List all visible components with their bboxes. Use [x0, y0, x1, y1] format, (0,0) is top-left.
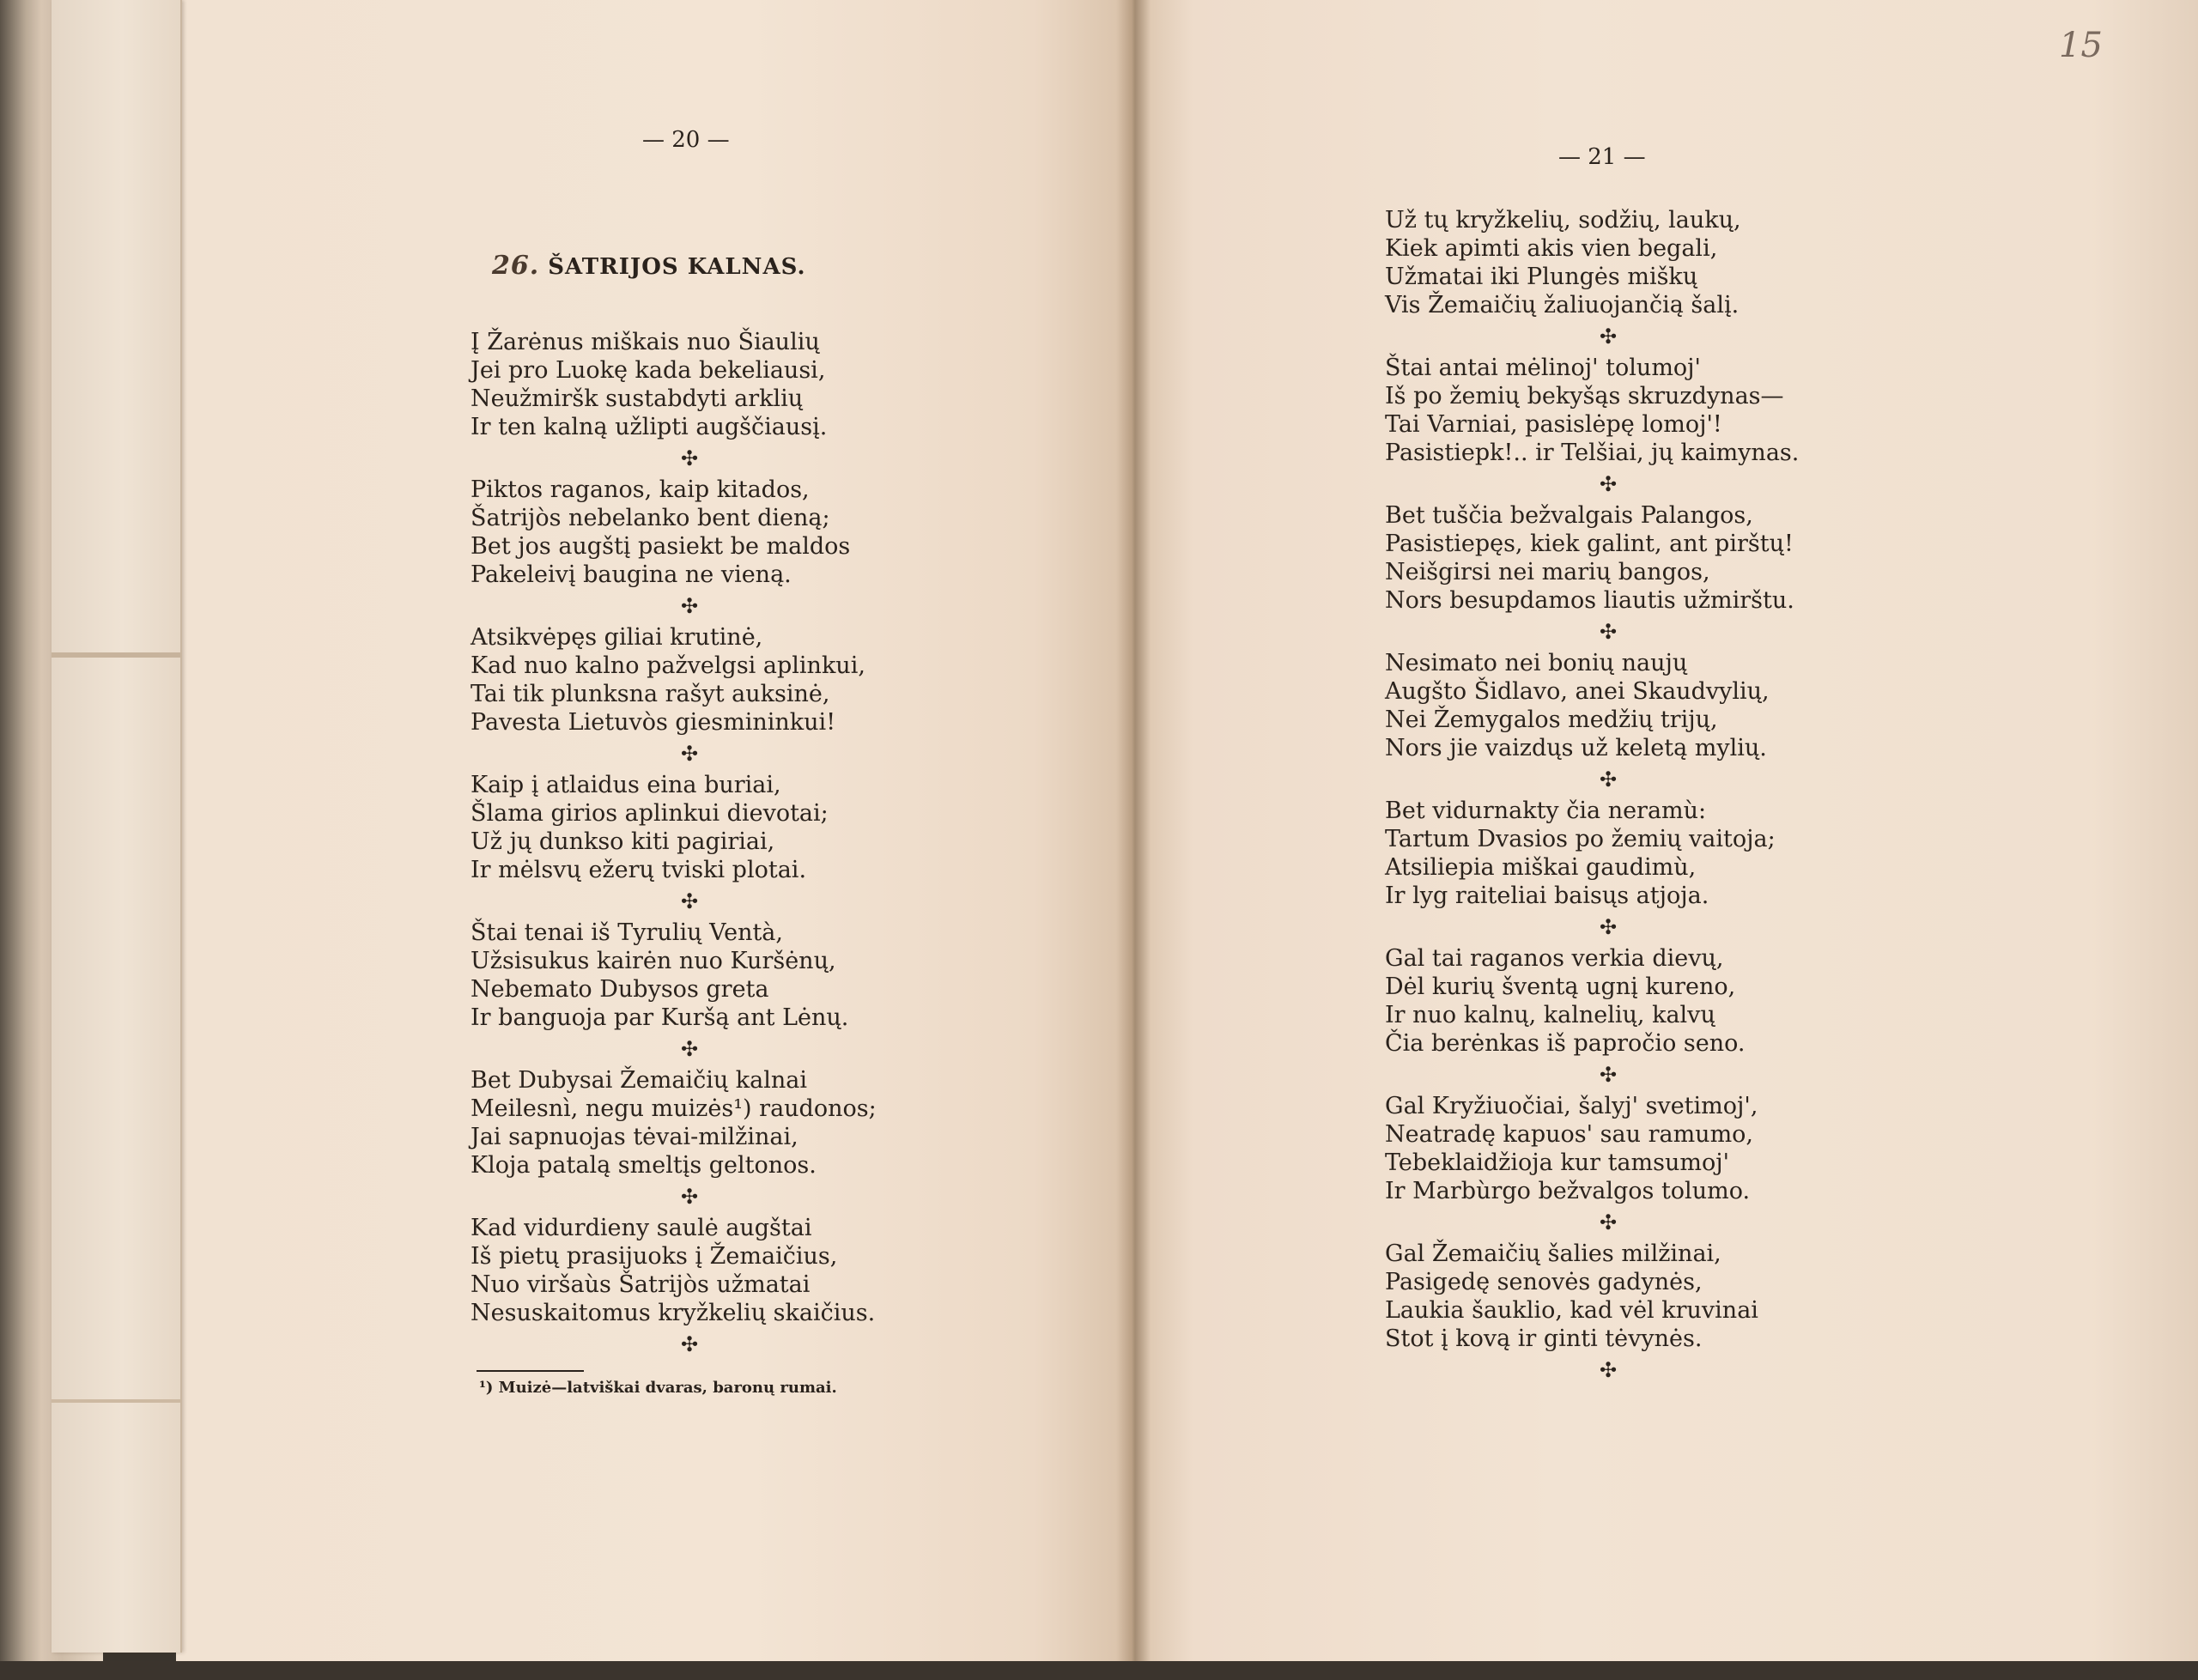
verse-line: Meilesnì, negu muizės¹) raudonos;: [471, 1095, 877, 1122]
poem-title: [492, 251, 806, 281]
verse-line: Vis Žemaičių žaliuojančią šalį.: [1385, 292, 1740, 318]
verse-line: Pasigedę senovės gadynės,: [1385, 1269, 1703, 1295]
verse-line: Gal tai raganos verkia dievų,: [1385, 945, 1724, 972]
verse-line: Gal Kryžiuočiai, šalyj' svetimoj',: [1385, 1093, 1758, 1119]
verse-line: Pasistiepęs, kiek galint, ant pirštų!: [1385, 531, 1794, 557]
stanza: [471, 328, 908, 441]
poem-title-text: ŠATRIJOS KALNAS.: [548, 254, 806, 280]
verse-line: Ir nuo kalnų, kalnelių, kalvų: [1385, 1002, 1715, 1028]
verse-line: Į Žarėnus miškais nuo Šiaulių: [471, 329, 820, 355]
verse-line: Užmatai iki Plungės miškų: [1385, 264, 1698, 290]
stanza: [471, 476, 908, 589]
verse-line: Bet tuščia bežvalgais Palangos,: [1385, 502, 1753, 529]
verse-line: Jai sapnuojas tėvai-milžinai,: [471, 1124, 798, 1150]
strip-edge-divider: [52, 1399, 180, 1403]
stanza-separator: ✣: [1599, 472, 1618, 496]
handwritten-page-mark: 15: [2059, 26, 2103, 65]
footnote-rule: [477, 1370, 584, 1372]
verse-line: Neišgirsi nei marių bangos,: [1385, 559, 1710, 585]
poem-number: 26.: [492, 251, 540, 281]
stanza-separator: ✣: [680, 742, 699, 766]
left-poem-body: [471, 328, 908, 1362]
verse-line: Piktos raganos, kaip kitados,: [471, 476, 810, 503]
verse-line: Kloja patalą smeltįs geltonos.: [471, 1152, 817, 1179]
verse-line: Neatradę kapuos' sau ramumo,: [1385, 1121, 1754, 1148]
stanza: [1385, 649, 1831, 762]
stanza-separator: ✣: [1599, 1210, 1618, 1234]
verse-line: Šlama girios aplinkui dievotai;: [471, 800, 829, 827]
page-number-left: — 20 —: [642, 127, 730, 153]
verse-line: Už jų dunkso kiti pagiriai,: [471, 828, 775, 855]
verse-line: Bet vidurnakty čia neramù:: [1385, 798, 1707, 824]
stanza-separator: ✣: [1599, 915, 1618, 939]
verse-line: Atsikvėpęs giliai krutinė,: [471, 624, 763, 651]
stanza: [1385, 206, 1831, 319]
stanza: [1385, 354, 1831, 467]
verse-line: Nors jie vaizdųs už keletą mylių.: [1385, 735, 1767, 761]
verse-line: Bet Dubysai Žemaičių kalnai: [471, 1067, 808, 1094]
stanza: [1385, 944, 1831, 1058]
verse-line: Ir ten kalną užlipti augščiausį.: [471, 414, 828, 440]
verse-line: Užsisukus kairėn nuo Kuršėnų,: [471, 948, 836, 974]
verse-line: Ir banguoja par Kuršą ant Lėnų.: [471, 1004, 849, 1031]
verse-line: Nesuskaitomus kryžkelių skaičius.: [471, 1300, 876, 1326]
bottom-edge: [0, 1661, 2198, 1680]
verse-line: Stot į kovą ir ginti tėvynės.: [1385, 1325, 1703, 1352]
stanza-separator: ✣: [680, 1185, 699, 1209]
verse-line: Tebeklaidžioja kur tamsumoj': [1385, 1149, 1730, 1176]
verse-line: Nebemato Dubysos greta: [471, 976, 769, 1003]
verse-line: Augšto Šidlavo, anei Skaudvylių,: [1385, 678, 1770, 705]
verse-line: Ir Marbùrgo bežvalgos tolumo.: [1385, 1178, 1751, 1204]
verse-line: Nei Žemygalos medžių trijų,: [1385, 707, 1718, 733]
verse-line: Neužmiršk sustabdyti arklių: [471, 385, 804, 412]
verse-line: Ir mėlsvų ežerų tviski plotai.: [471, 857, 807, 883]
verse-line: Štai antai mėlinoj' tolumoj': [1385, 355, 1701, 381]
stanza-separator: ✣: [1599, 620, 1618, 644]
stanza-separator: ✣: [680, 1332, 699, 1356]
verse-line: Už tų kryžkelių, sodžių, laukų,: [1385, 207, 1741, 234]
stanza: [1385, 501, 1831, 615]
strip-edge-divider: [52, 652, 180, 658]
book-gutter: [1116, 0, 1151, 1680]
verse-line: Atsiliepia miškai gaudimù,: [1385, 854, 1697, 881]
verse-line: Čia berėnkas iš papročio seno.: [1385, 1030, 1746, 1057]
stanza-separator: ✣: [1599, 1358, 1618, 1382]
verse-line: Tai tik plunksna rašyt auksinė,: [471, 681, 830, 707]
verse-line: Gal Žemaičių šalies milžinai,: [1385, 1240, 1721, 1267]
verse-line: Laukia šauklio, kad vėl kruvinai: [1385, 1297, 1758, 1324]
right-poem-body: [1385, 206, 1831, 1387]
verse-line: Ir lyg raiteliai baisųs atjoja.: [1385, 882, 1709, 909]
verse-line: Jei pro Luokę kada bekeliausi,: [471, 357, 826, 384]
verse-line: Bet jos augštį pasiekt be maldos: [471, 533, 851, 560]
inserted-paper-strip: [52, 0, 182, 1653]
stanza-separator: ✣: [1599, 324, 1618, 349]
stanza: [1385, 797, 1831, 910]
stanza: [471, 1214, 908, 1327]
verse-line: Pavesta Lietuvòs giesmininkui!: [471, 709, 836, 736]
verse-line: Dėl kurių šventą ugnį kureno,: [1385, 973, 1736, 1000]
verse-line: Kad nuo kalno pažvelgsi aplinkui,: [471, 652, 865, 679]
stanza: [471, 623, 908, 737]
verse-line: Iš po žemių bekyšąs skruzdynas—: [1385, 383, 1784, 409]
stanza-separator: ✣: [680, 594, 699, 618]
verse-line: Pakeleivį baugina ne vieną.: [471, 561, 792, 588]
stanza: [1385, 1240, 1831, 1353]
verse-line: Tartum Dvasios po žemių vaitoja;: [1385, 826, 1776, 852]
stanza: [471, 1066, 908, 1180]
verse-line: Pasistiepk!.. ir Telšiai, jų kaimynas.: [1385, 440, 1800, 466]
stanza-separator: ✣: [1599, 767, 1618, 791]
verse-line: Štai tenai iš Tyrulių Ventà,: [471, 919, 783, 946]
verse-line: Kiek apimti akis vien begali,: [1385, 235, 1718, 262]
verse-line: Tai Varniai, pasislėpę lomoj'!: [1385, 411, 1722, 438]
verse-line: Kad vidurdieny saulė augštai: [471, 1215, 812, 1241]
stanza: [471, 771, 908, 884]
stanza-separator: ✣: [1599, 1063, 1618, 1087]
footnote: ¹) Muizė—latviškai dvaras, baronų rumai.: [479, 1379, 837, 1397]
verse-line: Šatrijòs nebelanko bent dieną;: [471, 505, 830, 531]
verse-line: Nuo viršaùs Šatrijòs užmatai: [471, 1271, 811, 1298]
page-number-right: — 21 —: [1558, 144, 1646, 170]
verse-line: Kaip į atlaidus eina buriai,: [471, 772, 781, 798]
stanza-separator: ✣: [680, 446, 699, 470]
stanza-separator: ✣: [680, 889, 699, 913]
verse-line: Nors besupdamos liautis užmirštu.: [1385, 587, 1794, 614]
stanza: [1385, 1092, 1831, 1205]
stanza: [471, 919, 908, 1032]
verse-line: Iš pietų prasijuoks į Žemaičius,: [471, 1243, 838, 1270]
verse-line: Nesimato nei bonių naujų: [1385, 650, 1688, 676]
stanza-separator: ✣: [680, 1037, 699, 1061]
